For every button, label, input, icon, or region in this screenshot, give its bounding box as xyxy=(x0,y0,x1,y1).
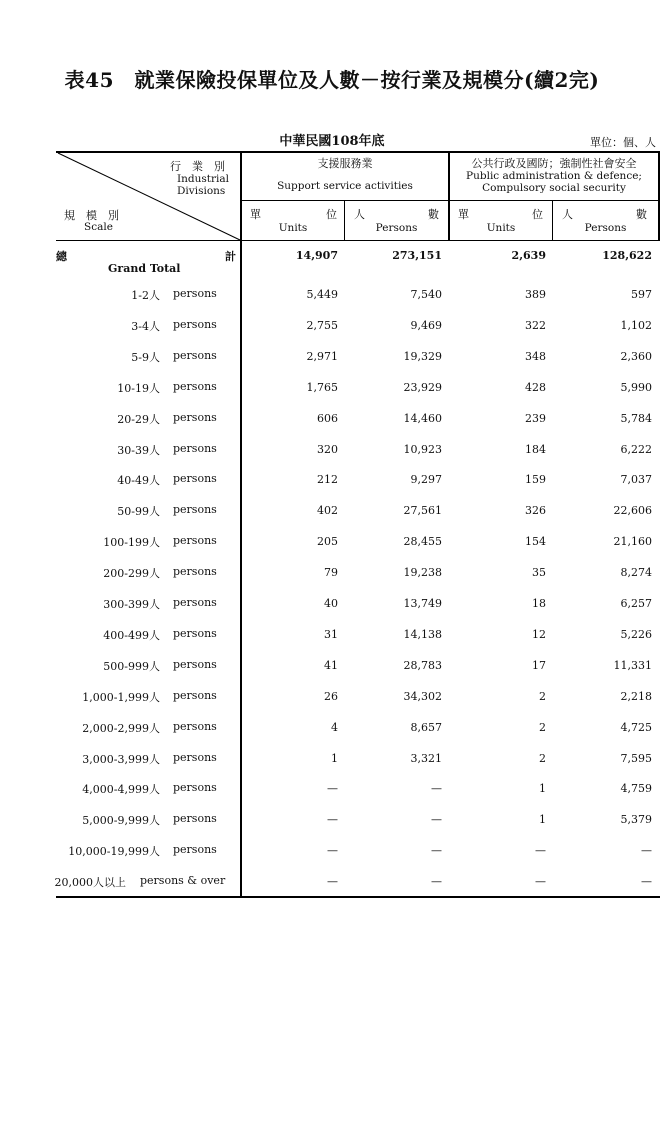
table-cell: 5,990 xyxy=(620,381,652,394)
row-scale-en: persons xyxy=(173,781,217,794)
table-cell: 13,749 xyxy=(403,597,442,610)
table-cell: 184 xyxy=(525,443,546,456)
row-scale-en: persons xyxy=(173,411,217,424)
table-cell: — xyxy=(535,844,546,857)
table-cell: 239 xyxy=(525,412,546,425)
row-scale-range: 200-299人 xyxy=(103,567,160,580)
col-group1-zh: 支援服務業 xyxy=(317,157,373,170)
table-cell: 41 xyxy=(324,659,338,672)
table-cell: 5,449 xyxy=(306,288,338,301)
table-cell: 28,783 xyxy=(403,659,442,672)
row-scale-range: 30-39人 xyxy=(117,444,160,457)
row-scale-range: 3,000-3,999人 xyxy=(82,753,160,766)
total-col3: 2,639 xyxy=(511,249,546,262)
table-cell: 2 xyxy=(539,721,546,734)
col-group-support-services xyxy=(242,158,448,192)
table-cell: 4,759 xyxy=(620,782,652,795)
row-scale-range: 500-999人 xyxy=(103,660,160,673)
row-scale-range: 3-4人 xyxy=(131,320,160,333)
table-cell: 212 xyxy=(317,473,338,486)
row-scale-range: 40-49人 xyxy=(117,474,160,487)
table-cell: 2,971 xyxy=(306,350,338,363)
total-col1: 14,907 xyxy=(295,249,338,262)
table-cell: 26 xyxy=(324,690,338,703)
table-cell: 3,321 xyxy=(410,752,442,765)
col3-units-zh-b: 位 xyxy=(532,208,543,221)
page-title: 表45 就業保險投保單位及人數－按行業及規模分(續2完) xyxy=(64,68,600,92)
col1-units-zh-b: 位 xyxy=(326,208,337,221)
table-cell: — xyxy=(431,875,442,888)
table-cell: 322 xyxy=(525,319,546,332)
table-cell: 7,037 xyxy=(620,473,652,486)
col1-units-zh-a: 單 xyxy=(250,208,261,221)
table-cell: 428 xyxy=(525,381,546,394)
table-bottom-rule xyxy=(56,896,660,898)
col3-units-zh-a: 單 xyxy=(458,208,469,221)
row-scale-en: persons xyxy=(173,318,217,331)
table-cell: 9,297 xyxy=(410,473,442,486)
table-cell: — xyxy=(327,782,338,795)
table-cell: 348 xyxy=(525,350,546,363)
industry-label-zh: 行 業 別 xyxy=(170,160,225,173)
table-cell: 14,460 xyxy=(403,412,442,425)
scale-label-zh: 規 模 別 xyxy=(64,209,119,222)
table-cell: 597 xyxy=(631,288,652,301)
table-cell: — xyxy=(431,813,442,826)
col3-divider xyxy=(552,200,553,241)
table-cell: 7,540 xyxy=(410,288,442,301)
table-cell: — xyxy=(535,875,546,888)
table-cell: 8,657 xyxy=(410,721,442,734)
table-cell: 205 xyxy=(317,535,338,548)
row-scale-en: persons xyxy=(173,442,217,455)
row-scale-range: 1,000-1,999人 xyxy=(82,691,160,704)
row-scale-en: persons xyxy=(173,812,217,825)
col-group2-en1: Public administration & defence; xyxy=(466,170,642,182)
table-cell: 12 xyxy=(532,628,546,641)
table-cell: 2,360 xyxy=(620,350,652,363)
row-scale-range: 10-19人 xyxy=(117,382,160,395)
stub-divider xyxy=(240,152,242,897)
table-cell: 5,226 xyxy=(620,628,652,641)
table-cell: 34,302 xyxy=(403,690,442,703)
table-cell: 40 xyxy=(324,597,338,610)
row-scale-range: 2,000-2,999人 xyxy=(82,722,160,735)
grand-total-en: Grand Total xyxy=(108,262,181,275)
table-cell: — xyxy=(431,844,442,857)
table-right-rule xyxy=(658,152,660,241)
table-cell: 2,755 xyxy=(306,319,338,332)
col-group2-en2: Compulsory social security xyxy=(482,182,626,194)
col4-persons-en: Persons xyxy=(584,222,627,234)
table-cell: 5,379 xyxy=(620,813,652,826)
row-scale-en: persons xyxy=(173,472,217,485)
table-cell: 28,455 xyxy=(403,535,442,548)
table-cell: 1,765 xyxy=(306,381,338,394)
table-cell: 320 xyxy=(317,443,338,456)
row-scale-range: 10,000-19,999人 xyxy=(68,845,160,858)
table-cell: 1 xyxy=(539,813,546,826)
table-cell: 35 xyxy=(532,566,546,579)
row-scale-range: 1-2人 xyxy=(131,289,160,302)
table-cell: 14,138 xyxy=(403,628,442,641)
col1-divider xyxy=(344,200,345,241)
col1-units-en: Units xyxy=(278,222,308,234)
row-scale-en: persons xyxy=(173,658,217,671)
table-cell: — xyxy=(431,782,442,795)
row-scale-range: 100-199人 xyxy=(103,536,160,549)
row-scale-en: persons xyxy=(173,503,217,516)
col2-persons-zh-a: 人 xyxy=(354,208,365,221)
col2-persons-zh-b: 數 xyxy=(428,208,439,221)
row-scale-en: persons xyxy=(173,380,217,393)
table-cell: 9,469 xyxy=(410,319,442,332)
table-unit: 單位：個、人 xyxy=(590,136,656,149)
col-group1-en: Support service activities xyxy=(277,180,413,192)
table-cell: 27,561 xyxy=(403,504,442,517)
table-cell: — xyxy=(327,875,338,888)
row-scale-range: 5-9人 xyxy=(131,351,160,364)
table-cell: 4 xyxy=(331,721,338,734)
col4-persons-zh-a: 人 xyxy=(562,208,573,221)
table-cell: 31 xyxy=(324,628,338,641)
table-cell: 19,238 xyxy=(403,566,442,579)
table-cell: 22,606 xyxy=(613,504,652,517)
row-scale-range: 20,000人以上 xyxy=(54,876,126,889)
table-cell: 2 xyxy=(539,752,546,765)
row-scale-en: persons xyxy=(173,287,217,300)
table-cell: — xyxy=(327,844,338,857)
table-cell: — xyxy=(641,875,652,888)
table-cell: 1,102 xyxy=(620,319,652,332)
col4-persons-zh-b: 數 xyxy=(636,208,647,221)
table-cell: 606 xyxy=(317,412,338,425)
industry-label-en1: Industrial xyxy=(177,173,229,185)
table-cell: 4,725 xyxy=(620,721,652,734)
row-scale-range: 400-499人 xyxy=(103,629,160,642)
col3-units-en: Units xyxy=(486,222,516,234)
row-scale-en: persons xyxy=(173,751,217,764)
row-scale-en: persons xyxy=(173,843,217,856)
table-cell: 18 xyxy=(532,597,546,610)
table-cell: 8,274 xyxy=(620,566,652,579)
table-cell: 21,160 xyxy=(613,535,652,548)
col-group-public-admin xyxy=(450,158,658,194)
header-mid-rule xyxy=(241,200,660,201)
row-scale-range: 5,000-9,999人 xyxy=(82,814,160,827)
row-scale-range: 50-99人 xyxy=(117,505,160,518)
table-cell: 389 xyxy=(525,288,546,301)
table-cell: 2 xyxy=(539,690,546,703)
row-scale-en: persons xyxy=(173,596,217,609)
table-cell: 6,257 xyxy=(620,597,652,610)
col2-persons-en: Persons xyxy=(375,222,418,234)
row-scale-en: persons xyxy=(173,565,217,578)
row-scale-en: persons xyxy=(173,720,217,733)
table-cell: 326 xyxy=(525,504,546,517)
row-scale-en: persons xyxy=(173,534,217,547)
table-year: 中華民國108年底 xyxy=(279,134,385,149)
row-scale-en: persons xyxy=(173,349,217,362)
row-scale-en: persons xyxy=(173,689,217,702)
table-cell: 1 xyxy=(539,782,546,795)
table-cell: 159 xyxy=(525,473,546,486)
table-cell: 7,595 xyxy=(620,752,652,765)
row-scale-range: 4,000-4,999人 xyxy=(82,783,160,796)
table-cell: 17 xyxy=(532,659,546,672)
scale-label-en: Scale xyxy=(84,221,113,233)
row-scale-range: 20-29人 xyxy=(117,413,160,426)
table-cell: 19,329 xyxy=(403,350,442,363)
row-scale-range: 300-399人 xyxy=(103,598,160,611)
table-cell: — xyxy=(641,844,652,857)
table-cell: 23,929 xyxy=(403,381,442,394)
col-group2-zh: 公共行政及國防；強制性社會安全 xyxy=(471,157,637,170)
table-cell: 402 xyxy=(317,504,338,517)
table-cell: 154 xyxy=(525,535,546,548)
table-cell: 10,923 xyxy=(403,443,442,456)
table-cell: 6,222 xyxy=(620,443,652,456)
grand-total-zh-a: 總 xyxy=(56,250,67,263)
table-cell: 79 xyxy=(324,566,338,579)
total-col4: 128,622 xyxy=(602,249,652,262)
table-cell: 5,784 xyxy=(620,412,652,425)
table-cell: 2,218 xyxy=(620,690,652,703)
table-cell: 1 xyxy=(331,752,338,765)
row-scale-en: persons xyxy=(173,627,217,640)
table-cell: 11,331 xyxy=(613,659,652,672)
total-col2: 273,151 xyxy=(392,249,442,262)
table-cell: — xyxy=(327,813,338,826)
row-scale-en: persons & over xyxy=(140,874,226,887)
industry-label-en2: Divisions xyxy=(177,185,226,197)
grand-total-zh-b: 計 xyxy=(225,250,236,263)
